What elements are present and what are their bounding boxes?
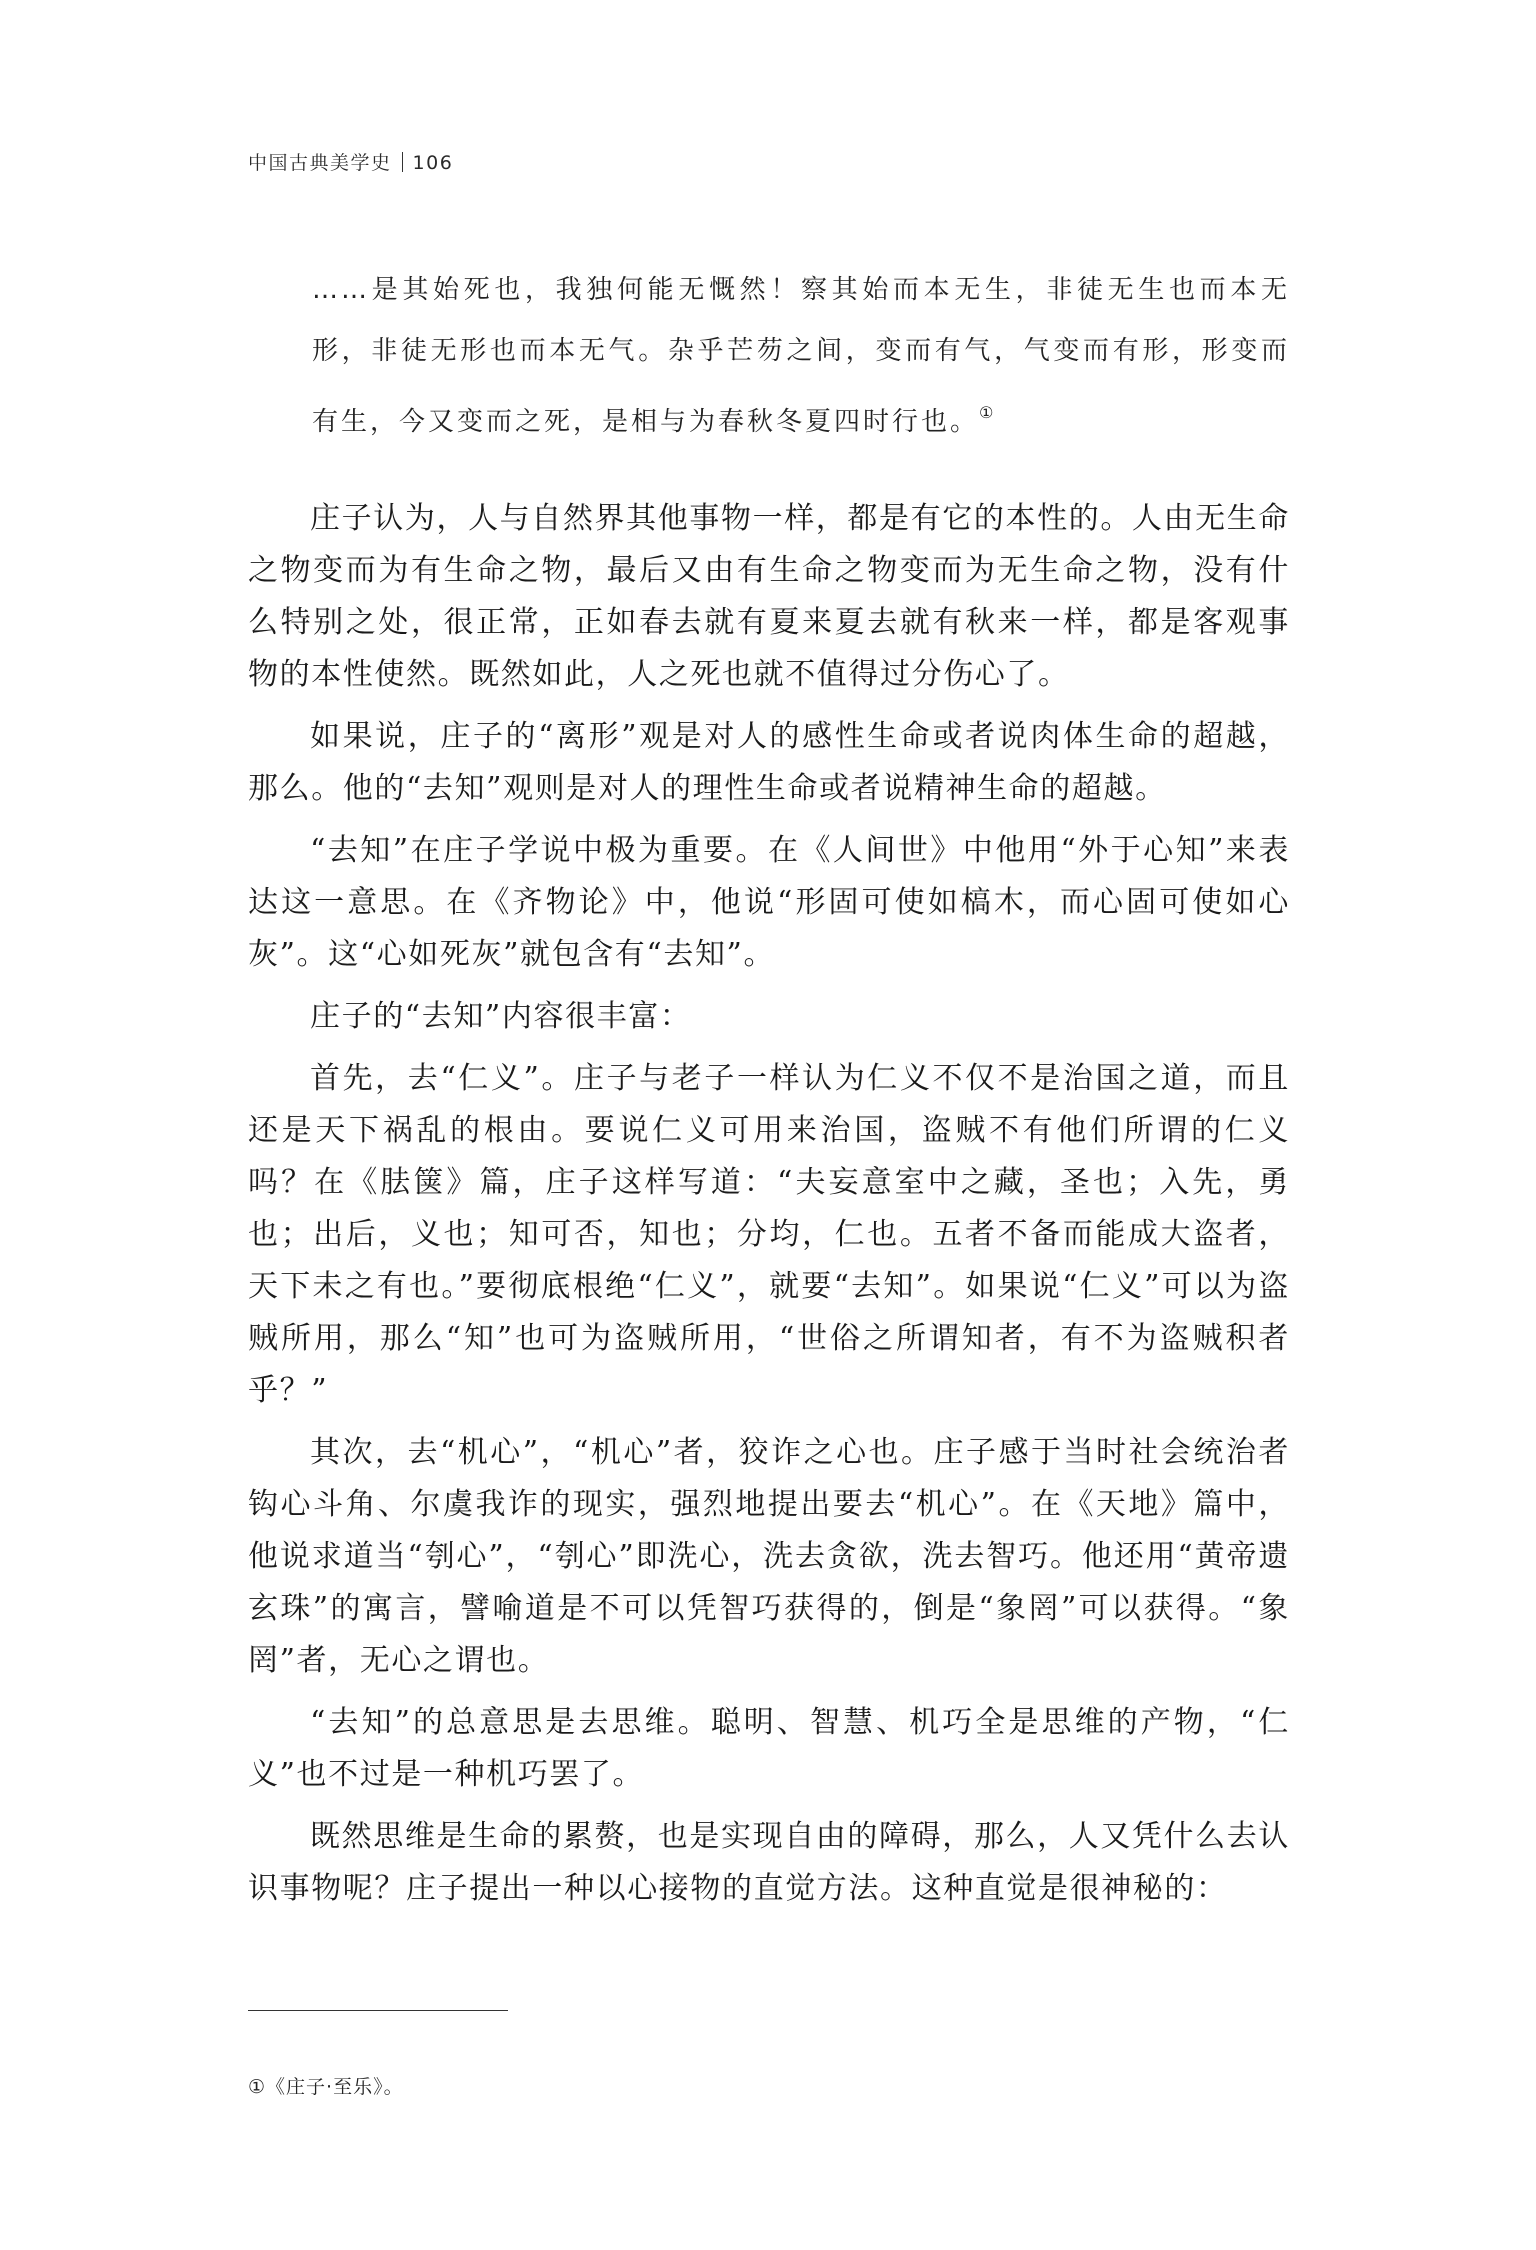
body-text [248,493,1290,1925]
paragraph: 庄子认为，人与自然界其他事物一样，都是有它的本性的。人由无生命之物变而为有生命之物，最后又由有生命之物变而为无生命之物，没有什么特别之处，很正常，正如春去就有夏来夏去就有秋来一样，都是客观事物的本性使然。既然如此，人之死也就不值得过分伤心了。 [248,501,1290,692]
paragraph: 庄子的“去知”内容很丰富： [310,999,692,1034]
quote-text: ……是其始死也，我独何能无慨然！察其始而本无生，非徒无生也而本无形，非徒无形也而本无气。杂乎芒芴之间，变而有气，气变而有形，形变而有生，今又变而之死，是相与为春秋冬夏四时行也。 [312,275,1290,437]
paragraph: 既然思维是生命的累赘，也是实现自由的障碍，那么，人又凭什么去认识事物呢？庄子提出一种以心接物的直觉方法。这种直觉是很神秘的： [248,1819,1290,1906]
footnote-reference: ① [979,403,994,422]
book-title: 中国古典美学史 [248,152,392,174]
paragraph: 首先，去“仁义”。庄子与老子一样认为仁义不仅不是治国之道，而且还是天下祸乱的根由。要说仁义可用来治国，盗贼不有他们所谓的仁义吗？在《胠箧》篇，庄子这样写道：“夫妄意室中之藏，圣也；入先，勇也；出后，义也；知可否，知也；分均，仁也。五者不备而能成大盗者，天下未之有也。”要彻底根绝“仁义”，就要“去知”。如果说“仁义”可以为盗贼所用，那么“知”也可为盗贼所用，“世俗之所谓知者，有不为盗贼积者乎？” [248,1061,1290,1408]
block-quote [312,260,1290,453]
running-header [248,148,453,175]
paragraph: “去知”在庄子学说中极为重要。在《人间世》中他用“外于心知”来表达这一意思。在《齐物论》中，他说“形固可使如槁木，而心固可使如心灰”。这“心如死灰”就包含有“去知”。 [248,833,1290,972]
header-divider [402,152,403,172]
paragraph: 如果说，庄子的“离形”观是对人的感性生命或者说肉体生命的超越，那么。他的“去知”观则是对人的理性生命或者说精神生命的超越。 [248,719,1290,806]
footnote-divider [248,2010,508,2011]
paragraph: “去知”的总意思是去思维。聪明、智慧、机巧全是思维的产物，“仁义”也不过是一种机巧罢了。 [248,1705,1290,1792]
paragraph: 其次，去“机心”，“机心”者，狡诈之心也。庄子感于当时社会统治者钩心斗角、尔虞我诈的现实，强烈地提出要去“机心”。在《天地》篇中，他说求道当“刳心”，“刳心”即洗心，洗去贪欲，洗去智巧。他还用“黄帝遗玄珠”的寓言，譬喻道是不可以凭智巧获得的，倒是“象罔”可以获得。“象罔”者，无心之谓也。 [248,1435,1290,1678]
footnote: ①《庄子·至乐》。 [248,2076,404,2098]
page-number: 106 [412,152,454,174]
